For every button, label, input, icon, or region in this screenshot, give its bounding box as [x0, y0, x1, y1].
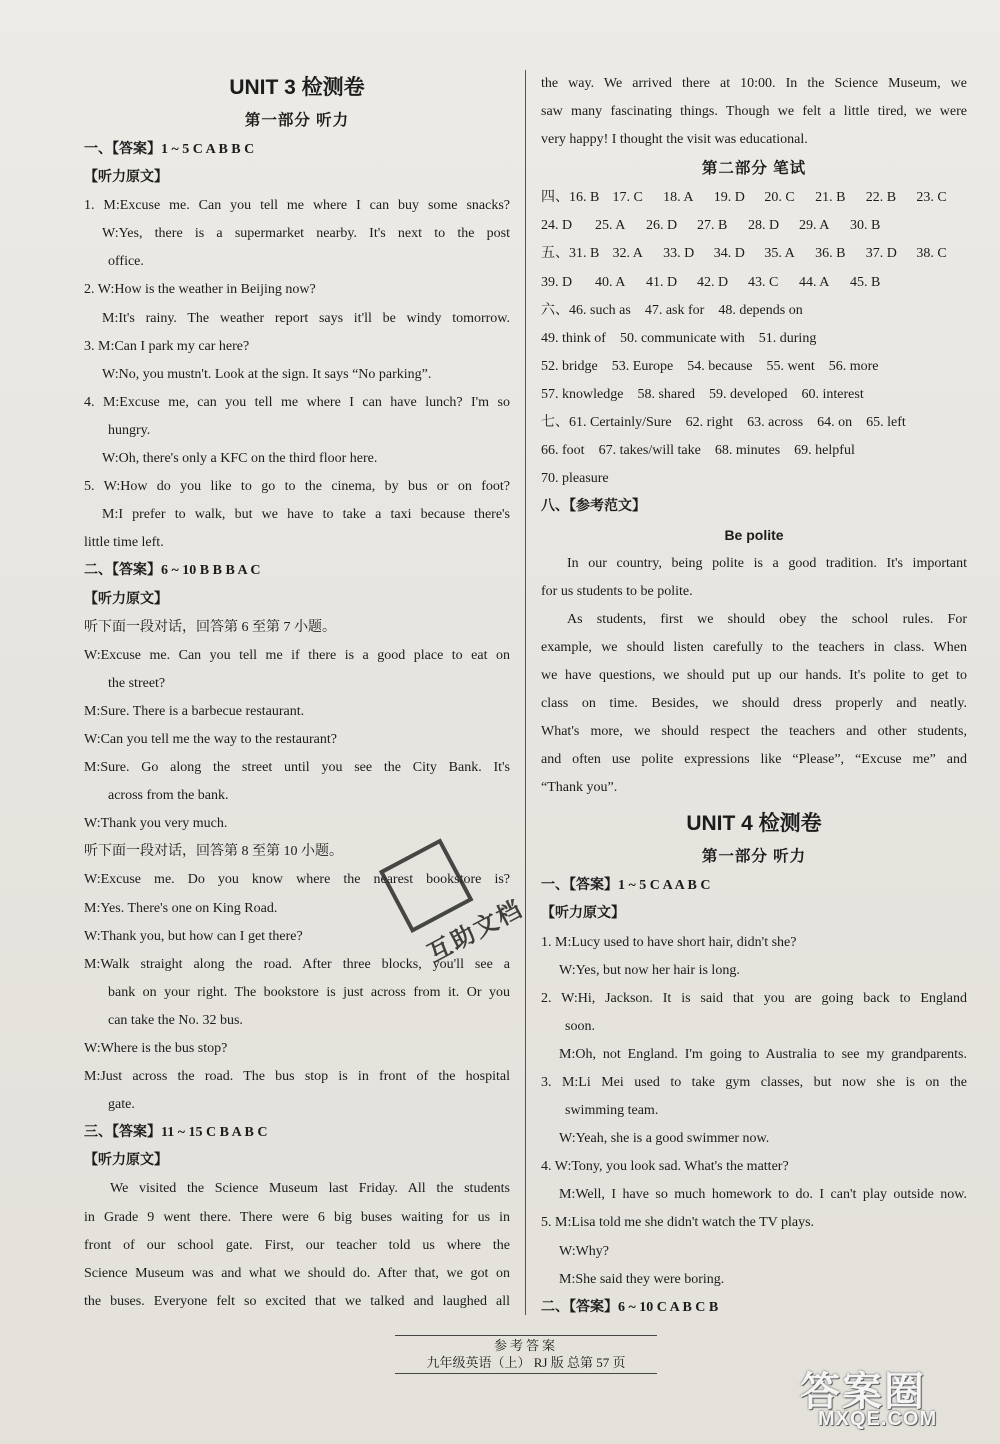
answer-cell: 65. left [866, 415, 906, 431]
section-label: 【听力原文】 [84, 1153, 168, 1169]
dialogue-line: M:Walk straight along the road. After three blocks, you'll see a [84, 956, 510, 972]
answer-row [541, 465, 967, 493]
dialogue-line: W:Oh, there's only a KFC on the third floor here. [102, 451, 378, 467]
essay-line: In our country, being polite is a good tradition. It's important [567, 555, 967, 571]
stamp-text: 互助文档 [422, 894, 528, 968]
answer-row [541, 381, 967, 409]
dialogue-line: W:Excuse me. Do you know where the nearest bookstore is? [84, 872, 510, 888]
dialogue-line: 1. M:Lucy used to have short hair, didn't she? [541, 934, 797, 950]
answer-grid [541, 184, 967, 493]
answer-line: 一、【答案】1 ~ 5 C A A B C [541, 878, 711, 894]
answer-cell: 56. more [828, 358, 879, 374]
section-label: 【听力原文】 [84, 591, 168, 607]
dialogue-line: across from the bank. [108, 788, 229, 804]
answer-cell: 34. D [713, 246, 745, 262]
answer-cell: 59. developed [708, 386, 788, 402]
answer-cell: 36. B [815, 246, 846, 262]
passage-line: the way. We arrived there at 10:00. In the Science Museum, we [541, 76, 967, 91]
answer-cell: 35. A [764, 246, 795, 262]
footer-edition: 九年级英语（上） RJ 版 总第 57 页 [426, 1355, 626, 1370]
site-logo [800, 1360, 990, 1440]
essay-line: and often use polite expressions like “Please”, “Excuse me” and [541, 752, 967, 768]
logo-text: 答案圈 [800, 1369, 926, 1415]
answer-cell: 七、61. Certainly/Sure [541, 415, 672, 431]
answer-cell: 55. went [766, 358, 815, 374]
answer-line: 二、【答案】6 ~ 10 B B B A C [84, 563, 261, 579]
dialogue-line: hungry. [108, 422, 151, 438]
dialogue-line: M:Sure. Go along the street until you see the City Bank. It's [84, 760, 510, 776]
right-column [541, 70, 967, 1322]
dialogue-line: M:Well, I have so much homework to do. I can't play outside now. [559, 1187, 967, 1203]
answer-cell: 22. B [865, 190, 897, 206]
dialogue-line: gate. [108, 1097, 135, 1113]
dialogue-line: 5. W:How do you like to go to the cinema, by bus or on foot? [84, 479, 510, 495]
dialogue-line: 2. W:How is the weather in Beijing now? [84, 282, 316, 298]
dialogue-line: M:Sure. There is a barbecue restaurant. [84, 703, 305, 719]
answer-cell: 37. D [865, 246, 897, 262]
answer-cell: 五、31. B [541, 246, 600, 262]
essay-line: we have questions, we should put up our hands. It's polite to get to [541, 667, 967, 683]
answer-cell: 27. B [697, 218, 728, 234]
dialogue-line: soon. [565, 1018, 595, 1034]
answer-cell: 68. minutes [714, 443, 781, 459]
answer-row [541, 325, 967, 353]
answer-cell: 52. bridge [541, 358, 598, 374]
answer-cell: 47. ask for [644, 302, 705, 318]
dialogue-line: 5. M:Lisa told me she didn't watch the TV plays. [541, 1215, 815, 1231]
passage-line: saw many fascinating things. Though we felt a little tired, we were [541, 104, 967, 120]
answer-cell: 28. D [748, 218, 780, 234]
logo-url: MXQE.COM [818, 1408, 938, 1430]
essay-label: 八、【参考范文】 [541, 499, 646, 515]
unit4-title: UNIT 4 检测卷 [686, 812, 822, 836]
answer-row [541, 269, 967, 297]
dialogue-line: 3. M:Can I park my car here? [84, 338, 250, 354]
dialogue-line: bank on your right. The bookstore is just across from it. Or you [108, 984, 510, 1000]
answer-cell: 62. right [685, 415, 734, 431]
dialogue-line: can take the No. 32 bus. [108, 1012, 243, 1028]
answer-row [541, 409, 967, 437]
dialogue-line: W:Excuse me. Can you tell me if there is a good place to eat on [84, 647, 510, 663]
column-divider [525, 70, 526, 1315]
answer-line: 三、【答案】11 ~ 15 C B A B C [84, 1125, 268, 1141]
answer-line: 二、【答案】6 ~ 10 C A B C B [541, 1299, 719, 1315]
dialogue-line: W:Where is the bus stop? [84, 1041, 228, 1056]
dialogue-line: 4. M:Excuse me, can you tell me where I can have lunch? I'm so [84, 394, 510, 410]
essay-line: “Thank you”. [541, 780, 618, 796]
dialogue-line: W:Yes, but now her hair is long. [559, 962, 740, 978]
dialogue-line: M:I prefer to walk, but we have to take a taxi because there's [102, 507, 510, 523]
essay-line: for us students to be polite. [541, 583, 693, 599]
answer-cell: 42. D [697, 274, 729, 290]
answer-cell: 66. foot [541, 443, 585, 459]
answer-cell: 29. A [799, 218, 830, 234]
dialogue-line: M:Yes. There's one on King Road. [84, 900, 278, 916]
dialogue-line: M:She said they were boring. [559, 1271, 725, 1287]
answer-cell: 四、16. B [541, 190, 600, 206]
answer-cell: 38. C [916, 246, 947, 262]
section-label: 【听力原文】 [541, 906, 625, 922]
passage-line: We visited the Science Museum last Friday. All the students [110, 1181, 510, 1197]
dialogue-line: 3. M:Li Mei used to take gym classes, but now she is on the [541, 1075, 967, 1090]
answer-cell: 41. D [646, 274, 678, 290]
passage-line: very happy! I thought the visit was educational. [541, 132, 808, 148]
dialogue-line: M:Oh, not England. I'm going to Australia to see my grandparents. [559, 1046, 967, 1062]
dialogue-line: W:No, you mustn't. Look at the sign. It says “No parking”. [102, 366, 432, 382]
answer-cell: 32. A [612, 246, 643, 262]
answer-cell: 57. knowledge [541, 386, 624, 402]
answer-cell: 70. pleasure [541, 471, 609, 487]
answer-cell: 50. communicate with [619, 330, 745, 346]
dialogue-line: swimming team. [565, 1103, 659, 1119]
essay-title: Be polite [724, 527, 784, 544]
answer-row [541, 240, 967, 268]
answer-cell: 25. A [595, 218, 626, 234]
answer-cell: 20. C [764, 190, 795, 206]
dialogue-line: M:It's rainy. The weather report says it'll be windy tomorrow. [102, 310, 510, 326]
unit3-title: UNIT 3 检测卷 [229, 76, 365, 99]
unit3-part2-title: 第二部分 笔试 [701, 160, 807, 178]
essay-line: What's more, we should respect the teachers and other students, [541, 724, 967, 740]
answer-cell: 30. B [850, 218, 881, 234]
answer-cell: 26. D [646, 218, 678, 234]
answer-cell: 21. B [815, 190, 846, 206]
page-footer [395, 1335, 657, 1379]
dialogue-line: W:Why? [559, 1243, 610, 1259]
answer-cell: 33. D [663, 246, 695, 262]
answer-row [541, 437, 967, 465]
dialogue-line: M:Just across the road. The bus stop is in front of the hospital [84, 1069, 510, 1085]
answer-line: 一、【答案】1 ~ 5 C A B B C [84, 142, 255, 157]
answer-cell: 49. think of [541, 330, 606, 346]
answer-cell: 64. on [817, 415, 853, 431]
answer-cell: 48. depends on [718, 302, 803, 318]
answer-cell: 24. D [541, 218, 573, 234]
dialogue-line: W:Thank you very much. [84, 816, 228, 832]
answer-cell: 51. during [758, 330, 817, 346]
answer-cell: 17. C [612, 190, 643, 206]
answer-cell: 43. C [748, 274, 779, 290]
left-column [84, 70, 510, 1316]
answer-cell: 40. A [595, 274, 626, 290]
dialogue-line: office. [108, 254, 144, 270]
instruction-line: 听下面一段对话，回答第 8 至第 10 小题。 [84, 844, 343, 860]
answer-cell: 19. D [713, 190, 745, 206]
answer-cell: 54. because [687, 358, 753, 374]
instruction-line: 听下面一段对话，回答第 6 至第 7 小题。 [84, 619, 336, 635]
answer-cell: 45. B [850, 274, 881, 290]
section-label: 【听力原文】 [84, 170, 168, 186]
answer-cell: 23. C [916, 190, 947, 206]
unit4-part1-title: 第一部分 听力 [701, 848, 807, 866]
answer-row [541, 353, 967, 381]
dialogue-line: W:Yes, there is a supermarket nearby. It's next to the post [102, 226, 510, 242]
footer-label: 参考答案 [493, 1338, 558, 1353]
dialogue-line: 1. M:Excuse me. Can you tell me where I can buy some snacks? [84, 198, 510, 214]
dialogue-line: W:Yeah, she is a good swimmer now. [559, 1131, 770, 1147]
answer-cell: 18. A [663, 190, 694, 206]
footer-rule [395, 1335, 657, 1336]
answer-cell: 44. A [799, 274, 830, 290]
unit3-part1-title: 第一部分 听力 [244, 112, 350, 129]
dialogue-line: 4. W:Tony, you look sad. What's the matter? [541, 1159, 789, 1175]
passage-line: Science Museum was and what we should do. After that, we got on [84, 1265, 510, 1281]
answer-row [541, 297, 967, 325]
answer-row [541, 184, 967, 212]
answer-cell: 67. takes/will take [598, 443, 701, 459]
dialogue-line: 2. W:Hi, Jackson. It is said that you are going back to England [541, 990, 967, 1006]
essay-line: class on time. Besides, we should dress properly and neatly. [541, 695, 967, 711]
dialogue-line: the street? [108, 675, 166, 691]
passage-line: in Grade 9 went there. There were 6 big buses waiting for us in [84, 1209, 510, 1225]
dialogue-line: little time left. [84, 535, 164, 551]
dialogue-line: W:Can you tell me the way to the restaurant? [84, 731, 337, 747]
passage-line: the buses. Everyone felt so excited that we talked and laughed all [84, 1293, 510, 1309]
answer-row [541, 212, 967, 240]
essay-line: As students, first we should obey the school rules. For [567, 611, 967, 627]
answer-cell: 60. interest [801, 386, 864, 402]
answer-cell: 63. across [747, 415, 804, 431]
dialogue-line: W:Thank you, but how can I get there? [84, 928, 303, 944]
answer-cell: 六、46. such as [541, 302, 631, 318]
answer-cell: 69. helpful [794, 443, 855, 459]
answer-cell: 58. shared [637, 386, 695, 402]
passage-line: front of our school gate. First, our teacher told us where the [84, 1237, 510, 1253]
answer-cell: 53. Europe [611, 358, 674, 374]
footer-rule [395, 1373, 657, 1374]
answer-cell: 39. D [541, 274, 573, 290]
essay-line: example, we should listen carefully to the teachers in class. When [541, 639, 967, 655]
